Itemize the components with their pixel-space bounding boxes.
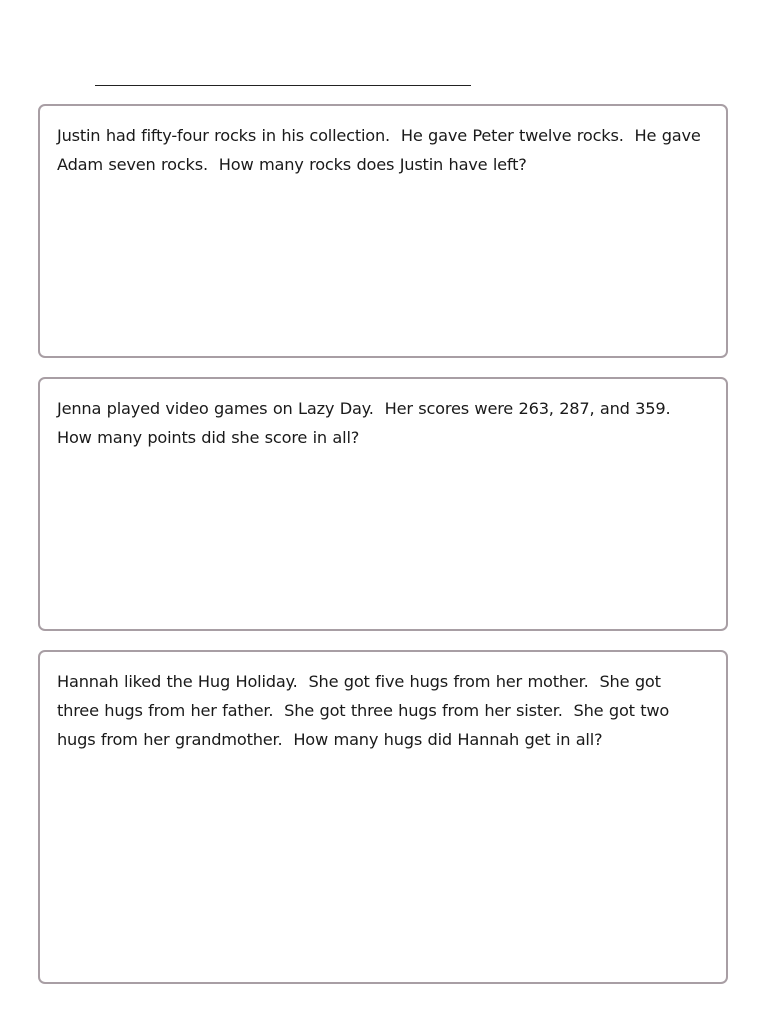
word-problem-text-1: Justin had fifty-four rocks in his collection. He gave Peter twelve rocks. He gave Adam seven rocks. How many rocks does Justin have left?	[57, 126, 707, 174]
word-problem-text-2: Jenna played video games on Lazy Day. Her scores were 263, 287, and 359. How many points did she score in all?	[57, 399, 682, 447]
word-problem-box-2[interactable]	[38, 377, 728, 631]
word-problem-box-1[interactable]	[38, 104, 728, 358]
word-problem-text-3: Hannah liked the Hug Holiday. She got five hugs from her mother. She got three hugs from her father. She got three hugs from her sister. She got two hugs from her grandmother. How many hugs did Hannah get in all?	[57, 672, 675, 749]
word-problem-box-3[interactable]	[38, 650, 728, 984]
name-line[interactable]	[95, 85, 471, 86]
